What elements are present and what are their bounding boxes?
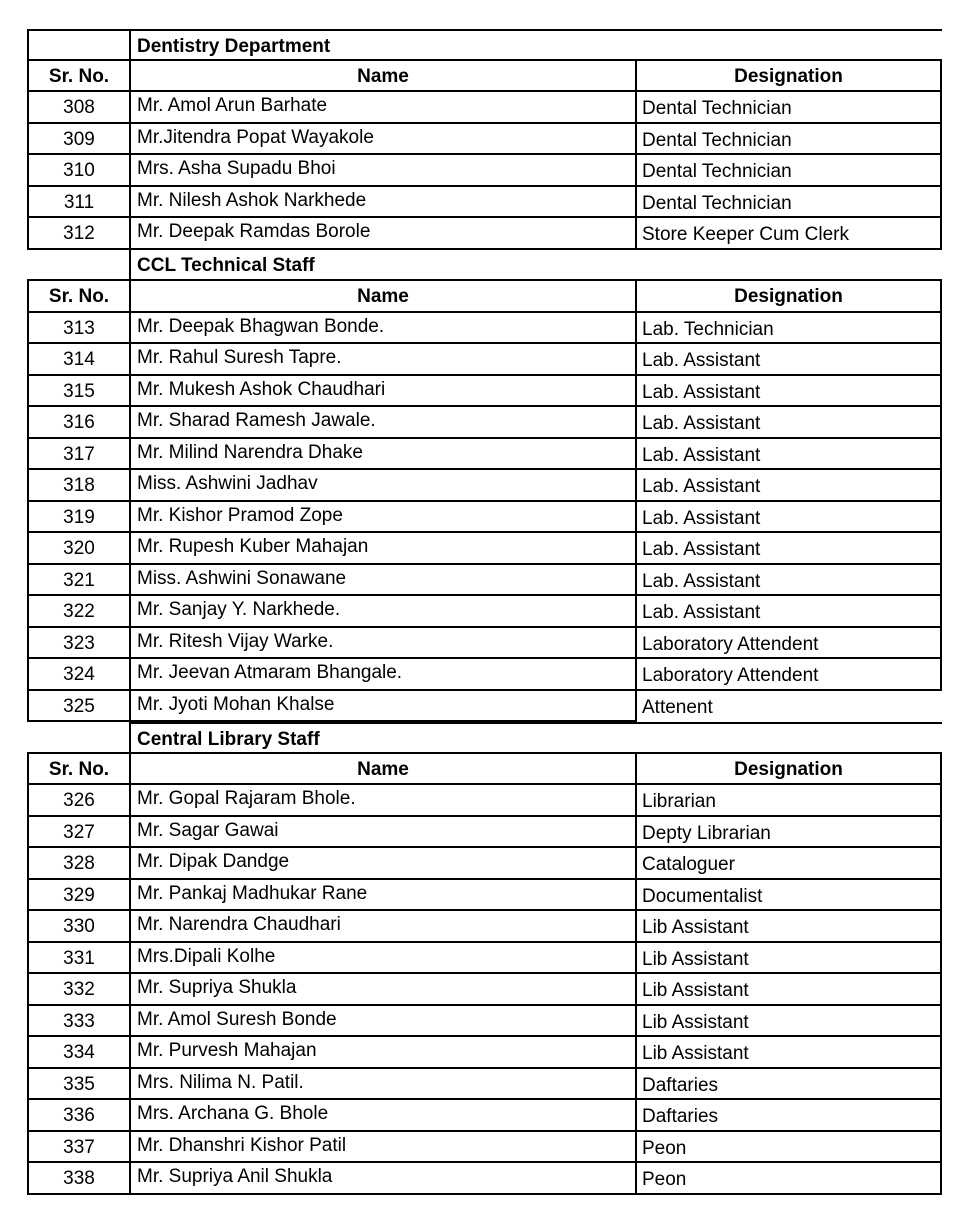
name-cell: Mr. Sharad Ramesh Jawale. <box>129 407 635 439</box>
table-row <box>27 848 942 880</box>
designation-cell: Lab. Assistant <box>635 502 942 534</box>
sr-no-cell: 315 <box>27 376 129 408</box>
sr-no-cell: 327 <box>27 817 129 849</box>
sr-no-cell: 312 <box>27 218 129 250</box>
designation-cell: Dental Technician <box>635 124 942 156</box>
table-row <box>27 1100 942 1132</box>
sr-no-cell: 337 <box>27 1132 129 1164</box>
designation-cell: Laboratory Attendent <box>635 659 942 691</box>
name-cell: Mr. Sagar Gawai <box>129 817 635 849</box>
designation-cell: Librarian <box>635 785 942 817</box>
table-row <box>27 124 942 156</box>
table-row <box>27 376 942 408</box>
name-cell: Mr. Nilesh Ashok Narkhede <box>129 187 635 219</box>
name-cell: Miss. Ashwini Jadhav <box>129 470 635 502</box>
table-row <box>27 533 942 565</box>
column-header-name: Name <box>129 281 635 313</box>
table-row <box>27 92 942 124</box>
table-row <box>27 1163 942 1195</box>
designation-cell: Lab. Assistant <box>635 470 942 502</box>
column-header-sr-no: Sr. No. <box>27 61 129 93</box>
name-cell: Mr. Supriya Shukla <box>129 974 635 1006</box>
sr-no-cell: 325 <box>27 691 129 723</box>
name-cell: Mr. Ritesh Vijay Warke. <box>129 628 635 660</box>
table-row <box>27 628 942 660</box>
name-cell: Mr. Amol Arun Barhate <box>129 92 635 124</box>
designation-cell: Peon <box>635 1163 942 1195</box>
section-title: Central Library Staff <box>129 722 635 754</box>
table-row <box>27 659 942 691</box>
table-row <box>27 313 942 345</box>
name-cell: Mrs.Dipali Kolhe <box>129 943 635 975</box>
name-cell: Mr.Jitendra Popat Wayakole <box>129 124 635 156</box>
name-cell: Mr. Dhanshri Kishor Patil <box>129 1132 635 1164</box>
designation-cell: Lab. Assistant <box>635 407 942 439</box>
name-cell: Mr. Purvesh Mahajan <box>129 1037 635 1069</box>
staff-list-table <box>27 29 942 1195</box>
designation-cell: Lab. Assistant <box>635 439 942 471</box>
sr-no-cell: 324 <box>27 659 129 691</box>
sr-no-cell: 320 <box>27 533 129 565</box>
name-cell: Mr. Rahul Suresh Tapre. <box>129 344 635 376</box>
designation-cell: Lab. Assistant <box>635 376 942 408</box>
table-row <box>27 218 942 250</box>
name-cell: Miss. Ashwini Sonawane <box>129 565 635 597</box>
designation-cell: Lab. Assistant <box>635 344 942 376</box>
sr-no-cell: 333 <box>27 1006 129 1038</box>
sr-no-cell: 319 <box>27 502 129 534</box>
designation-cell: Lib Assistant <box>635 911 942 943</box>
name-cell: Mr. Pankaj Madhukar Rane <box>129 880 635 912</box>
column-header-row <box>27 61 942 93</box>
column-header-sr-no: Sr. No. <box>27 281 129 313</box>
designation-cell: Lib Assistant <box>635 1006 942 1038</box>
designation-cell: Dental Technician <box>635 187 942 219</box>
designation-cell: Daftaries <box>635 1100 942 1132</box>
name-cell: Mr. Gopal Rajaram Bhole. <box>129 785 635 817</box>
column-header-row <box>27 754 942 786</box>
designation-cell: Store Keeper Cum Clerk <box>635 218 942 250</box>
sr-no-cell: 313 <box>27 313 129 345</box>
column-header-designation: Designation <box>635 754 942 786</box>
section-title-row <box>27 29 942 61</box>
name-cell: Mr. Deepak Bhagwan Bonde. <box>129 313 635 345</box>
table-row <box>27 596 942 628</box>
table-row <box>27 470 942 502</box>
designation-cell: Attenent <box>635 691 942 723</box>
table-row <box>27 785 942 817</box>
column-header-designation: Designation <box>635 281 942 313</box>
sr-no-cell: 316 <box>27 407 129 439</box>
sr-no-cell: 311 <box>27 187 129 219</box>
sr-no-cell: 321 <box>27 565 129 597</box>
name-cell: Mr. Kishor Pramod Zope <box>129 502 635 534</box>
table-row <box>27 1006 942 1038</box>
designation-cell: Laboratory Attendent <box>635 628 942 660</box>
section-title-row <box>27 250 942 282</box>
section-title-blank-cell <box>635 29 942 61</box>
column-header-sr-no: Sr. No. <box>27 754 129 786</box>
sr-no-cell: 318 <box>27 470 129 502</box>
sr-no-cell: 328 <box>27 848 129 880</box>
designation-cell: Peon <box>635 1132 942 1164</box>
sr-no-cell: 329 <box>27 880 129 912</box>
designation-cell: Cataloguer <box>635 848 942 880</box>
designation-cell: Lib Assistant <box>635 1037 942 1069</box>
designation-cell: Documentalist <box>635 880 942 912</box>
section-title-blank-cell <box>27 250 129 282</box>
sr-no-cell: 335 <box>27 1069 129 1101</box>
name-cell: Mr. Supriya Anil Shukla <box>129 1163 635 1195</box>
name-cell: Mrs. Archana G. Bhole <box>129 1100 635 1132</box>
section-title-blank-cell <box>635 722 942 754</box>
sr-no-cell: 310 <box>27 155 129 187</box>
table-row <box>27 691 942 723</box>
table-row <box>27 344 942 376</box>
table-row <box>27 187 942 219</box>
sr-no-cell: 338 <box>27 1163 129 1195</box>
sr-no-cell: 314 <box>27 344 129 376</box>
name-cell: Mrs. Nilima N. Patil. <box>129 1069 635 1101</box>
column-header-row <box>27 281 942 313</box>
designation-cell: Dental Technician <box>635 155 942 187</box>
section-title: CCL Technical Staff <box>129 250 635 282</box>
table-row <box>27 407 942 439</box>
table-row <box>27 502 942 534</box>
name-cell: Mr. Jyoti Mohan Khalse <box>129 691 635 723</box>
name-cell: Mrs. Asha Supadu Bhoi <box>129 155 635 187</box>
sr-no-cell: 334 <box>27 1037 129 1069</box>
table-row <box>27 565 942 597</box>
designation-cell: Lab. Assistant <box>635 565 942 597</box>
name-cell: Mr. Amol Suresh Bonde <box>129 1006 635 1038</box>
sr-no-cell: 317 <box>27 439 129 471</box>
section-title-blank-cell <box>27 722 129 754</box>
name-cell: Mr. Sanjay Y. Narkhede. <box>129 596 635 628</box>
table-row <box>27 1132 942 1164</box>
sr-no-cell: 332 <box>27 974 129 1006</box>
name-cell: Mr. Jeevan Atmaram Bhangale. <box>129 659 635 691</box>
designation-cell: Lab. Assistant <box>635 533 942 565</box>
sr-no-cell: 330 <box>27 911 129 943</box>
name-cell: Mr. Mukesh Ashok Chaudhari <box>129 376 635 408</box>
designation-cell: Lib Assistant <box>635 974 942 1006</box>
designation-cell: Dental Technician <box>635 92 942 124</box>
name-cell: Mr. Milind Narendra Dhake <box>129 439 635 471</box>
designation-cell: Lab. Technician <box>635 313 942 345</box>
section-title: Dentistry Department <box>129 29 635 61</box>
designation-cell: Depty Librarian <box>635 817 942 849</box>
designation-cell: Lab. Assistant <box>635 596 942 628</box>
sr-no-cell: 323 <box>27 628 129 660</box>
column-header-name: Name <box>129 61 635 93</box>
section-title-blank-cell <box>27 29 129 61</box>
sr-no-cell: 331 <box>27 943 129 975</box>
sr-no-cell: 309 <box>27 124 129 156</box>
name-cell: Mr. Narendra Chaudhari <box>129 911 635 943</box>
sr-no-cell: 336 <box>27 1100 129 1132</box>
designation-cell: Daftaries <box>635 1069 942 1101</box>
sr-no-cell: 308 <box>27 92 129 124</box>
sr-no-cell: 322 <box>27 596 129 628</box>
section-title-row <box>27 722 942 754</box>
column-header-designation: Designation <box>635 61 942 93</box>
name-cell: Mr. Rupesh Kuber Mahajan <box>129 533 635 565</box>
table-row <box>27 439 942 471</box>
table-row <box>27 880 942 912</box>
section-title-blank-cell <box>635 250 942 282</box>
table-row <box>27 974 942 1006</box>
table-row <box>27 943 942 975</box>
name-cell: Mr. Deepak Ramdas Borole <box>129 218 635 250</box>
table-row <box>27 155 942 187</box>
table-row <box>27 817 942 849</box>
designation-cell: Lib Assistant <box>635 943 942 975</box>
name-cell: Mr. Dipak Dandge <box>129 848 635 880</box>
table-row <box>27 1069 942 1101</box>
column-header-name: Name <box>129 754 635 786</box>
sr-no-cell: 326 <box>27 785 129 817</box>
table-row <box>27 911 942 943</box>
table-row <box>27 1037 942 1069</box>
